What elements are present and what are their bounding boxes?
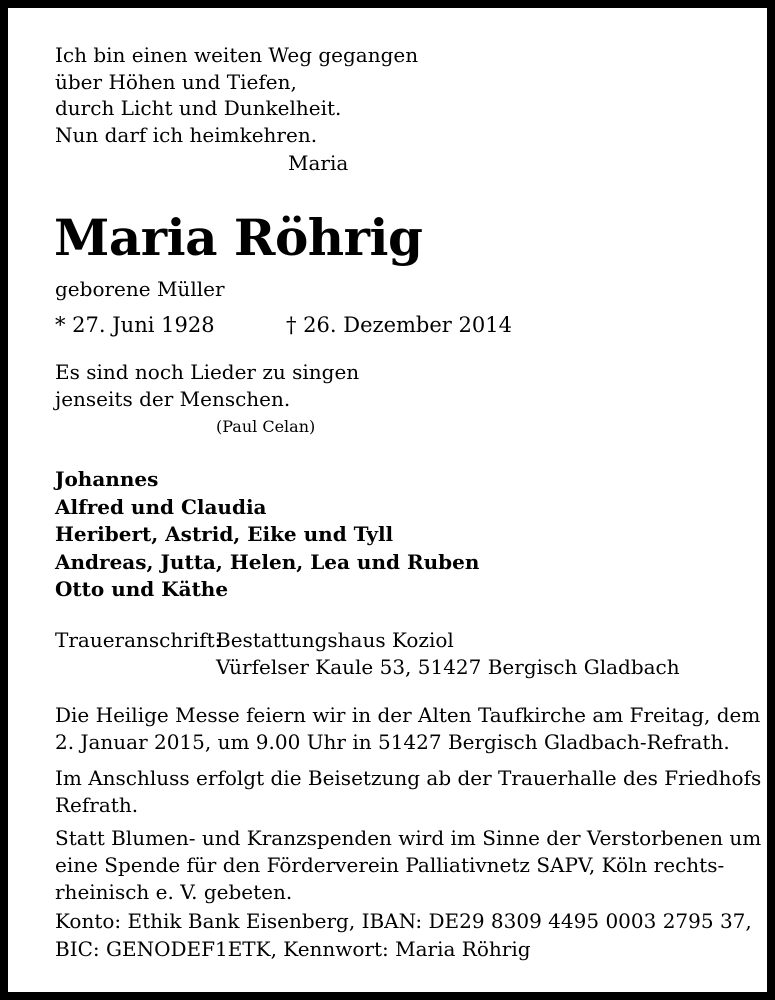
poem [55, 42, 418, 148]
mourner-entry: Alfred und Claudia [55, 494, 267, 519]
paragraph-line: Im Anschluss erfolgt die Beisetzung ab der Trauerhalle des Friedhofs [55, 766, 762, 790]
paragraph-line: Refrath. [55, 793, 139, 817]
paragraph-line: rheinisch e. V. gebeten. [55, 880, 293, 904]
address-street: Vürfelser Kaule 53, 51427 Bergisch Gladbach [216, 655, 680, 679]
paragraph-line: 2. Januar 2015, um 9.00 Uhr in 51427 Bergisch Gladbach-Refrath. [55, 730, 730, 754]
poem-author: Maria [288, 151, 349, 175]
bank-line: Konto: Ethik Bank Eisenberg, IBAN: DE29 8309 4495 0003 2795 37, [55, 909, 752, 933]
bank-line: BIC: GENODEF1ETK, Kennwort: Maria Röhrig [55, 937, 531, 961]
address-label: Traueranschrift: [55, 628, 222, 652]
poem-line: über Höhen und Tiefen, [55, 69, 297, 94]
donation-paragraph [55, 825, 762, 906]
poem-line: Ich bin einen weiten Weg gegangen [55, 43, 419, 67]
paragraph-line: Die Heilige Messe feiern wir in der Alten Taufkirche am Freitag, dem [55, 703, 761, 727]
paragraph-line: Statt Blumen- und Kranzspenden wird im Sinne der Verstorbenen um [55, 826, 762, 850]
quote-line: Es sind noch Lieder zu singen [55, 360, 360, 384]
mourner-entry: Otto und Käthe [55, 577, 229, 601]
poem-line: Nun darf ich heimkehren. [55, 122, 318, 147]
paragraph-line: eine Spende für den Förderverein Palliativnetz SAPV, Köln rechts- [55, 853, 725, 877]
mourners-list [55, 466, 479, 604]
burial-paragraph [55, 765, 762, 819]
quote [55, 359, 359, 413]
mourner-entry: Johannes [55, 467, 159, 491]
birth-date: * 27. Juni 1928 [55, 313, 215, 337]
poem-line: durch Licht und Dunkelheit. [55, 96, 342, 120]
mourner-entry: Heribert, Astrid, Eike und Tyll [55, 522, 394, 546]
bank-details [55, 907, 752, 963]
mourner-entry: Andreas, Jutta, Helen, Lea und Ruben [55, 549, 480, 574]
quote-line: jenseits der Menschen. [55, 387, 291, 411]
deceased-name: Maria Röhrig [54, 208, 423, 267]
quote-author: (Paul Celan) [216, 417, 316, 436]
birth-name: geborene Müller [55, 277, 225, 301]
mass-paragraph [55, 702, 761, 756]
death-date: † 26. Dezember 2014 [286, 313, 512, 337]
address-name: Bestattungshaus Koziol [216, 628, 454, 652]
